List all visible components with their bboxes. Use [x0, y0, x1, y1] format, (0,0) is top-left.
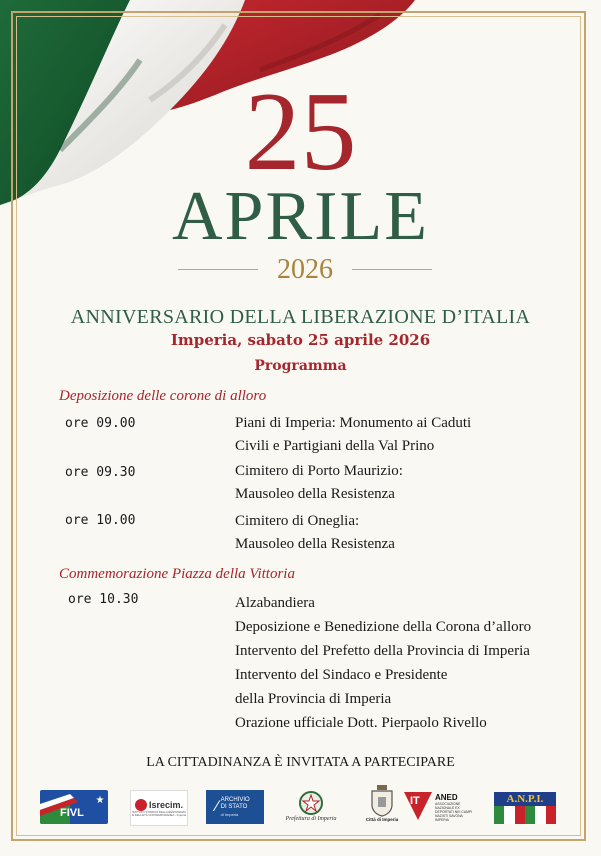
section-heading-commemorazione: Commemorazione Piazza della Vittoria: [59, 566, 295, 582]
event-line: Cimitero di Porto Maurizio:: [235, 463, 403, 479]
italian-emblem-icon: [298, 790, 324, 816]
event-line: Deposizione e Benedizione della Corona d’alloro: [235, 619, 532, 635]
date-day: 25: [244, 70, 357, 194]
date-month: APRILE: [172, 178, 429, 255]
time-0930: ore 09.30: [65, 465, 136, 480]
coat-of-arms-icon: [369, 785, 395, 817]
aned-label: ANED: [435, 792, 458, 802]
fivl-logo: [40, 790, 108, 824]
event-item-0900: [235, 412, 565, 458]
fivl-label: FIVL: [60, 807, 84, 819]
program-label: Programma: [254, 358, 347, 374]
event-line: Cimitero di Oneglia:: [235, 513, 360, 529]
archivio-icon: ⁄: [215, 799, 218, 815]
event-line: Intervento del Sindaco e Presidente: [235, 667, 448, 683]
event-item-1000: [235, 510, 565, 556]
event-line: della Provincia di Imperia: [235, 691, 392, 707]
event-item-1030: [235, 591, 565, 735]
event-line: Civili e Partigiani della Val Prino: [235, 438, 435, 454]
isrecim-logo: [130, 790, 188, 826]
event-line: Piani di Imperia: Monumento ai Caduti: [235, 415, 472, 431]
time-1000: ore 10.00: [65, 513, 136, 528]
invitation-text: LA CITTADINANZA È INVITATA A PARTECIPARE: [146, 755, 455, 770]
isrecim-label: Isrecim.: [148, 800, 184, 810]
time-0900: ore 09.00: [65, 416, 136, 431]
event-item-0930: [235, 460, 565, 506]
anpi-logo: [494, 792, 556, 824]
aned-logo: [404, 790, 482, 824]
archivio-subtitle: di Imperia: [220, 811, 239, 817]
archivio-label: ARCHIVIO DI STATO: [220, 796, 250, 810]
event-line: Mausoleo della Resistenza: [235, 536, 395, 552]
prefettura-label: Prefettura di Imperia: [285, 816, 337, 822]
event-subtitle: Imperia, sabato 25 aprile 2026: [170, 331, 431, 349]
archivio-logo: [206, 790, 264, 824]
svg-text:★: ★: [95, 795, 105, 806]
event-line: Alzabandiera: [235, 595, 315, 611]
isrecim-subtitle: ISTITUTO STORICO DELLA RESISTENZA E DELL'ETÀ CONTEMPORANEA - Imperia: [132, 810, 186, 817]
event-line: Mausoleo della Resistenza: [235, 486, 395, 502]
event-title: ANNIVERSARIO DELLA LIBERAZIONE D’ITALIA: [70, 306, 531, 328]
event-line: Orazione ufficiale Dott. Pierpaolo Rivello: [235, 715, 487, 731]
divider-right: [352, 269, 432, 270]
event-line: Intervento del Prefetto della Provincia di Imperia: [235, 643, 530, 659]
anpi-label: A.N.P.I.: [506, 793, 544, 805]
year-row: [178, 255, 432, 285]
citta-label: Città di Imperia: [365, 816, 399, 822]
anpi-tricolore: [494, 806, 556, 824]
aned-subtitle: ASSOCIAZIONE NAZIONALE EX DEPORTATI NEI CAMPI NAZISTI SAVONA IMPERIA: [435, 801, 473, 822]
prefettura-logo: [276, 783, 346, 829]
aned-mark: IT: [410, 795, 420, 807]
citta-imperia-logo: [360, 778, 404, 828]
date-year: 2026: [277, 254, 333, 285]
time-1030: ore 10.30: [68, 592, 139, 607]
section-heading-corone: Deposizione delle corone di alloro: [59, 388, 267, 404]
